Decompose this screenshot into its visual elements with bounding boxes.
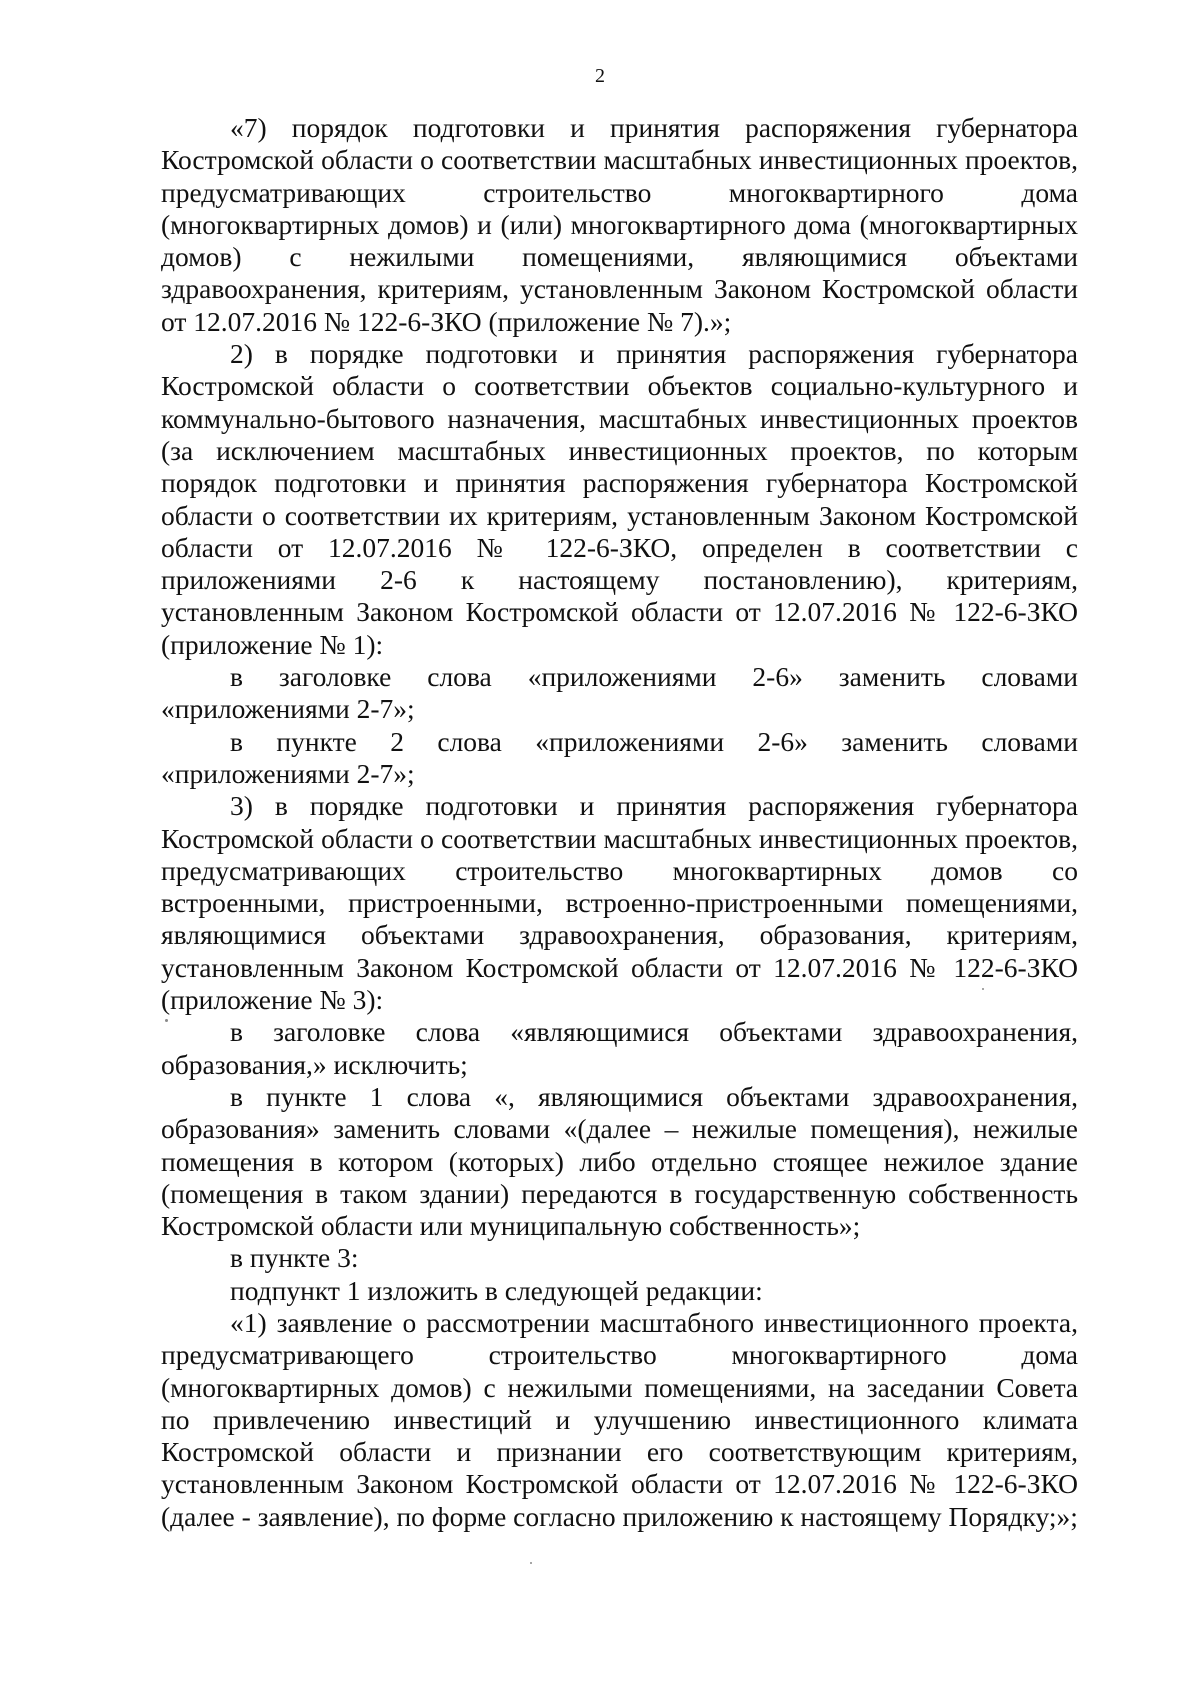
- paragraph-heading-exclusion: в заголовке слова «являющимися объектами здравоохранения, образования,» исключить;: [161, 1016, 1078, 1080]
- paragraph-heading-replacement: в заголовке слова «приложениями 2-6» заменить словами «приложениями 2-7»;: [161, 661, 1078, 725]
- paragraph-point-1-replacement: в пункте 1 слова «, являющимися объектами здравоохранения, образования» заменить словами «(далее – нежилые помещения), нежилые помещения в котором (которых) либо отдельно стоящее нежилое здание (помещения в таком здании) передаются в государственную собственность Костромской области или муниципальную собственность»;: [161, 1080, 1078, 1242]
- page-number: 2: [595, 65, 605, 87]
- paragraph-item-7-procedure: «7) порядок подготовки и принятия распоряжения губернатора Костромской области о соответствии масштабных инвестиционных проектов, предусматривающих строительство многоквартирного дома (многоквартирных домов) и (или) многоквартирного дома (многоквартирных домов) с нежилыми помещениями, являющимися объектами здравоохранения, критериям, установленным Законом Костромской области от 12.07.2016 № 122-6-ЗКО (приложение № 7).»;: [161, 112, 1078, 337]
- scan-speck: [530, 1562, 532, 1564]
- paragraph-subpoint-1-intro: подпункт 1 изложить в следующей редакции:: [230, 1274, 763, 1306]
- paragraph-point-3: в пункте 3:: [230, 1242, 359, 1274]
- paragraph-point-2-replacement: в пункте 2 слова «приложениями 2-6» заменить словами «приложениями 2-7»;: [161, 725, 1078, 789]
- scan-speck: [165, 1019, 168, 1022]
- paragraph-amendment-3: 3) в порядке подготовки и принятия распоряжения губернатора Костромской области о соответствии масштабных инвестиционных проектов, предусматривающих строительство многоквартирных домов со встроенными, пристроенными, встроенно-пристроенными помещениями, являющимися объектами здравоохранения, образования, критериям, установленным Законом Костромской области от 12.07.2016 № 122-6-ЗКО (приложение № 3):: [161, 790, 1078, 1016]
- document-body: [161, 112, 1078, 1533]
- scan-speck: [982, 988, 984, 990]
- paragraph-amendment-2: 2) в порядке подготовки и принятия распоряжения губернатора Костромской области о соответствии объектов социально-культурного и коммунально-бытового назначения, масштабных инвестиционных проектов (за исключением масштабных инвестиционных проектов, по которым порядок подготовки и принятия распоряжения губернатора Костромской области о соответствии их критериям, установленным Законом Костромской области от 12.07.2016 № 122-6-ЗКО, определен в соответствии с приложениями 2-6 к настоящему постановлению), критериям, установленным Законом Костромской области от 12.07.2016 № 122-6-ЗКО (приложение № 1):: [161, 338, 1078, 660]
- paragraph-new-subpoint-1: «1) заявление о рассмотрении масштабного инвестиционного проекта, предусматривающего строительство многоквартирного дома (многоквартирных домов) с нежилыми помещениями, на заседании Совета по привлечению инвестиций и улучшению инвестиционного климата Костромской области и признании его соответствующим критериям, установленным Законом Костромской области от 12.07.2016 № 122-6-ЗКО (далее - заявление), по форме согласно приложению к настоящему Порядку;»;: [161, 1306, 1078, 1532]
